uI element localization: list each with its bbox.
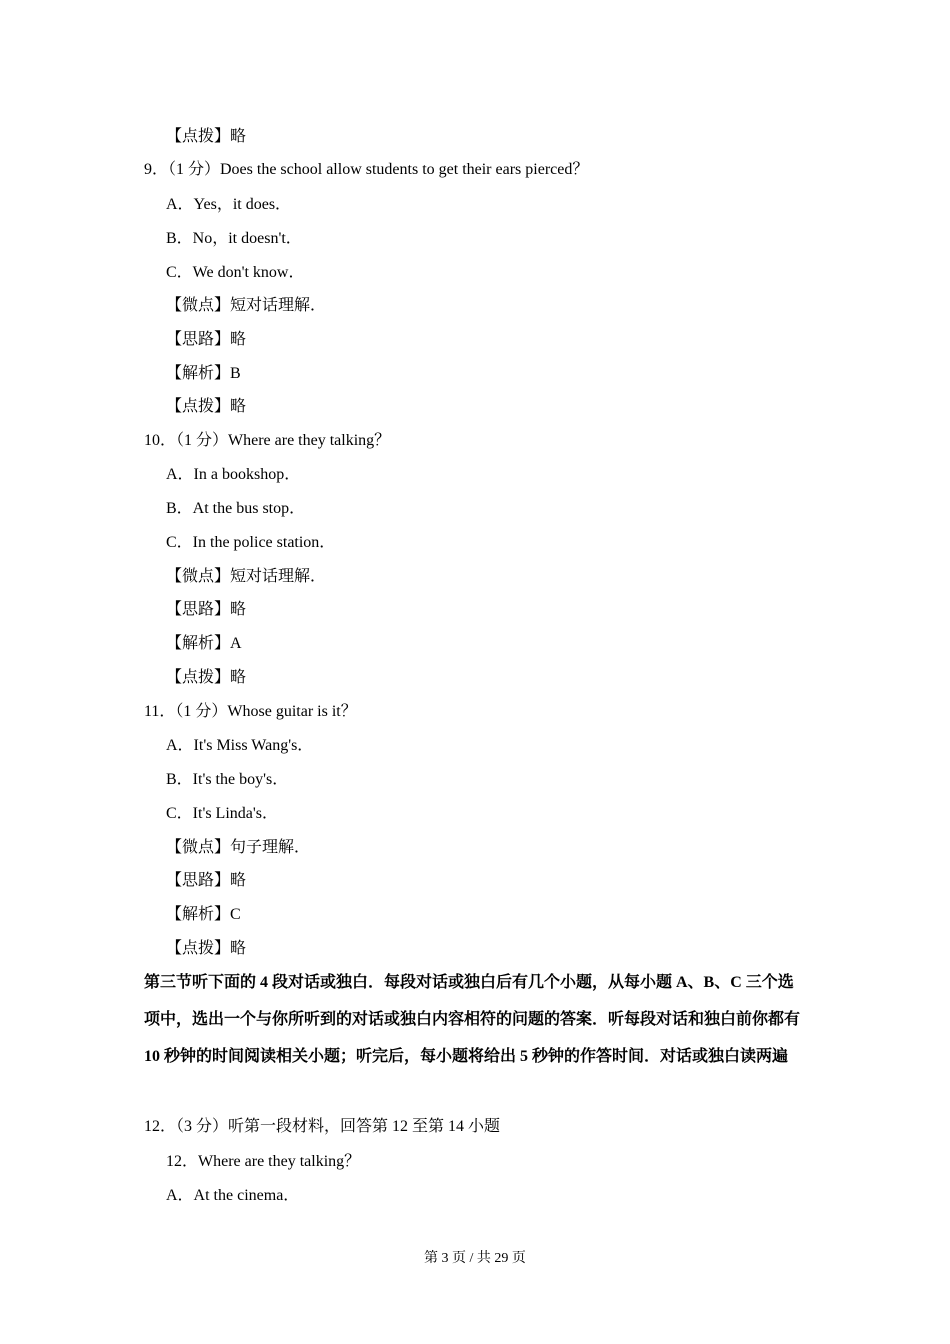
page-footer: 第 3 页 / 共 29 页 — [424, 1251, 526, 1266]
question-line: 10．（1 分）Where are they talking？ — [144, 432, 391, 449]
question-line: 9．（1 分）Does the school allow students to get their ears pierced？ — [144, 161, 589, 178]
answer-line: 【点拨】略 — [166, 940, 247, 957]
answer-line: C．We don't know． — [166, 264, 305, 281]
answer-line: A．It's Miss Wang's． — [166, 737, 314, 754]
answer-line: 【微点】短对话理解． — [166, 568, 327, 585]
answer-line: 【思路】略 — [166, 872, 247, 889]
answer-line: 12．Where are they talking？ — [166, 1153, 361, 1170]
answer-line: B．It's the boy's． — [166, 771, 289, 788]
answer-line: A．Yes，it does． — [166, 196, 292, 213]
answer-line: C．It's Linda's． — [166, 805, 278, 822]
answer-line: A．In a bookshop． — [166, 466, 301, 483]
answer-line: A．At the cinema． — [166, 1187, 300, 1204]
answer-line: 【微点】短对话理解． — [166, 297, 327, 314]
answer-line: 【解析】C — [166, 906, 241, 923]
section-heading: 第三节听下面的 4 段对话或独白．每段对话或独白后有几个小题，从每小题 A、B、C 三个选项中，选出一个与你所听到的对话或独白内容相符的问题的答案．听每段对话和独白前你都有 10 秒钟的时间阅读相关小题；听完后，每小题将给出 5 秒钟的作答时间．对话或独白读两遍 — [144, 974, 801, 1065]
question-line: 12．（3 分）听第一段材料，回答第 12 至第 14 小题 — [144, 1118, 501, 1135]
answer-line: 【点拨】略 — [166, 128, 247, 145]
answer-line: 【思路】略 — [166, 601, 247, 618]
answer-line: 【解析】A — [166, 635, 242, 652]
answer-line: B．At the bus stop． — [166, 500, 306, 517]
question-line: 11．（1 分）Whose guitar is it？ — [144, 703, 357, 720]
answer-line: 【点拨】略 — [166, 398, 247, 415]
answer-line: C．In the police station． — [166, 534, 336, 551]
answer-line: B．No，it doesn't． — [166, 230, 302, 247]
answer-line: 【点拨】略 — [166, 669, 247, 686]
answer-line: 【微点】句子理解． — [166, 839, 311, 856]
answer-line: 【思路】略 — [166, 331, 247, 348]
answer-line: 【解析】B — [166, 365, 241, 382]
